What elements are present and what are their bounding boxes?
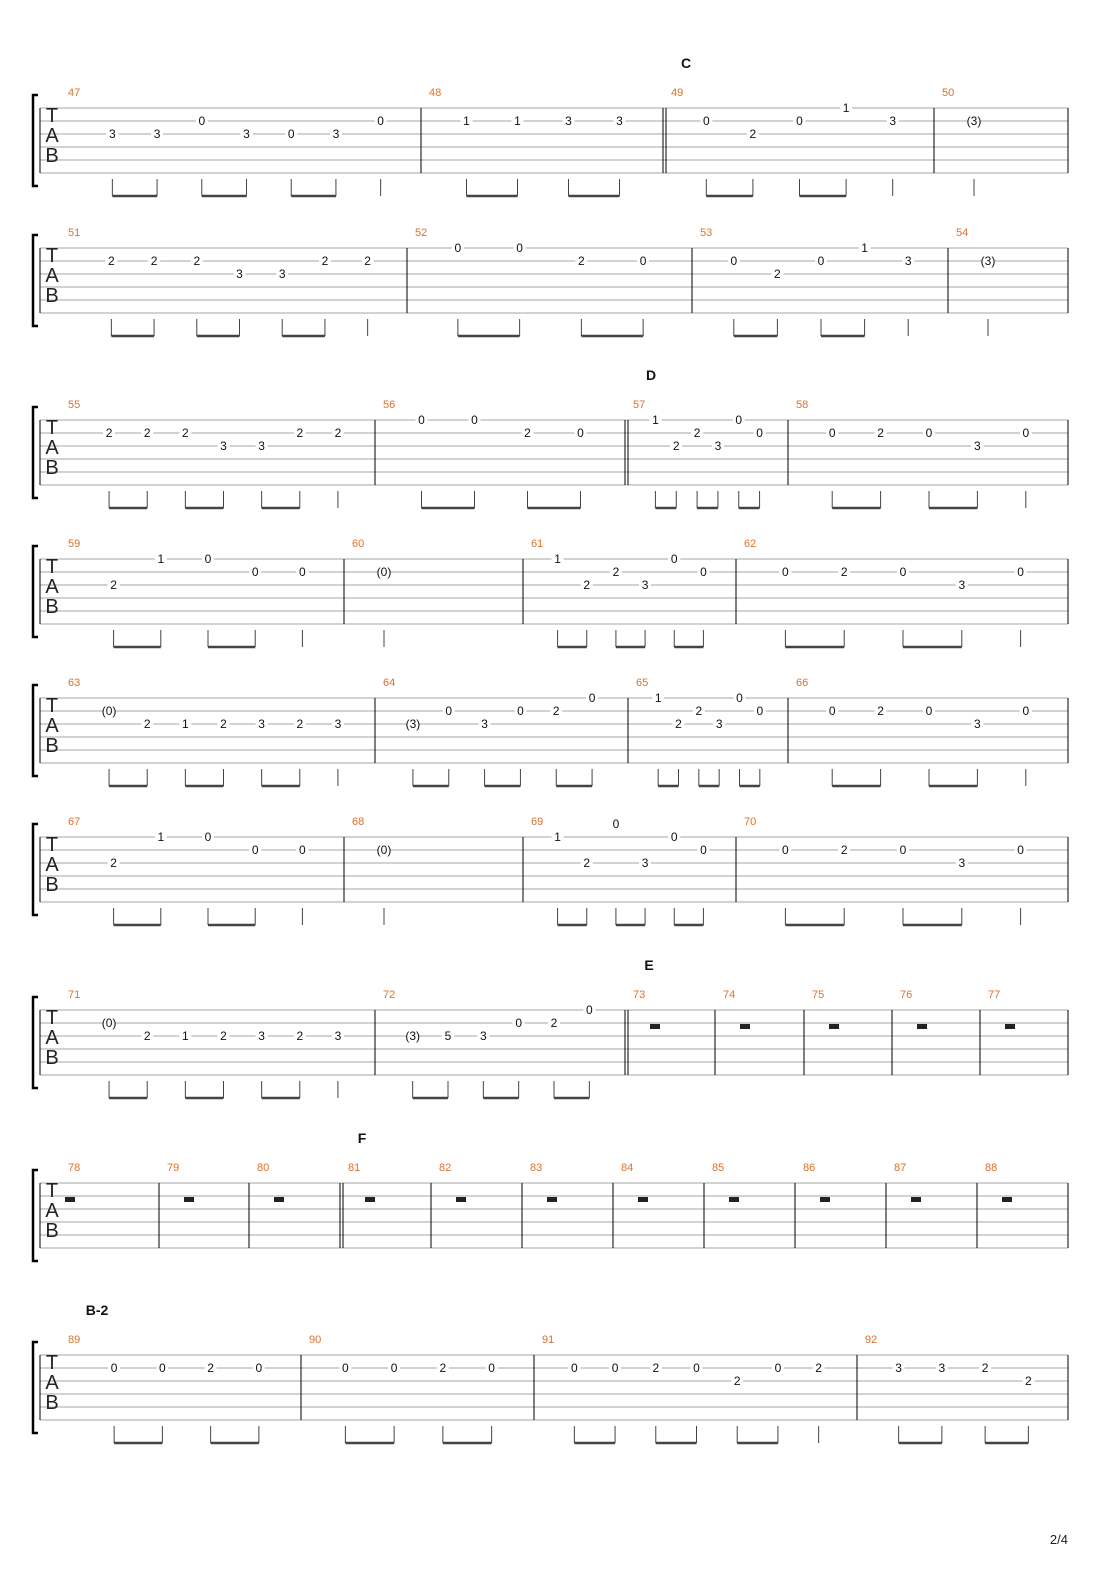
- fret-number: 1: [652, 413, 659, 427]
- tab-clef-letter: T: [45, 1352, 59, 1374]
- tab-clef-letter: A: [45, 1200, 59, 1222]
- system-bracket: [33, 685, 38, 776]
- measure-number: 80: [257, 1162, 270, 1174]
- fret-number: 1: [554, 830, 561, 844]
- section-label: B-2: [85, 1302, 109, 1318]
- fret-number: 0: [517, 704, 524, 718]
- fret-number: 2: [220, 717, 227, 731]
- measure-number: 55: [68, 399, 81, 411]
- fret-number: 2: [193, 254, 201, 268]
- tab-clef-letter: B: [45, 1220, 59, 1242]
- system-bracket: [33, 824, 38, 915]
- measure-number: 91: [542, 1334, 555, 1346]
- measure-number: 82: [439, 1162, 452, 1174]
- fret-number: (3): [980, 254, 996, 268]
- tab-clef-letter: T: [45, 834, 59, 856]
- fret-number: 0: [418, 413, 425, 427]
- fret-number: 0: [736, 691, 743, 705]
- fret-number: 0: [1017, 565, 1024, 579]
- rest: [638, 1197, 648, 1202]
- fret-number: 3: [616, 114, 623, 128]
- fret-number: 0: [782, 565, 789, 579]
- fret-number: 2: [150, 254, 158, 268]
- measure: [383, 399, 587, 508]
- fret-number: 2: [578, 254, 585, 268]
- rest: [820, 1197, 830, 1202]
- measure: [68, 538, 308, 647]
- fret-number: 0: [585, 1003, 593, 1017]
- tab-clef-letter: B: [45, 596, 59, 618]
- tab-clef-letter: B: [45, 1047, 59, 1069]
- tab-clef-letter: T: [45, 556, 59, 578]
- fret-number: 2: [143, 717, 151, 731]
- measure-number: 71: [68, 989, 81, 1001]
- measure: [744, 816, 1027, 925]
- tab-clef-letter: T: [45, 245, 59, 267]
- page-number: 2/4: [1049, 1532, 1068, 1547]
- fret-number: 0: [782, 843, 789, 857]
- fret-number: 3: [641, 856, 649, 870]
- tab-clef-letter: A: [45, 1372, 59, 1394]
- measure-number: 68: [352, 816, 365, 828]
- rest: [740, 1024, 750, 1029]
- measure: [636, 677, 766, 786]
- fret-number: 0: [828, 426, 836, 440]
- fret-number: 2: [439, 1361, 447, 1375]
- rest: [911, 1197, 921, 1202]
- tab-clef-letter: A: [45, 437, 59, 459]
- fret-number: 3: [243, 127, 250, 141]
- fret-number: 2: [675, 717, 682, 731]
- measure: [68, 227, 374, 336]
- fret-number: 0: [471, 413, 478, 427]
- fret-number: 0: [204, 830, 212, 844]
- tab-system: [33, 1130, 1068, 1261]
- fret-number: 0: [390, 1361, 398, 1375]
- fret-number: 2: [108, 254, 115, 268]
- section-label: D: [645, 367, 657, 383]
- fret-number: 2: [652, 1361, 660, 1375]
- fret-number: 3: [895, 1361, 902, 1375]
- measure: [744, 538, 1027, 647]
- fret-number: 2: [815, 1361, 822, 1375]
- fret-number: 3: [258, 439, 265, 453]
- fret-number: 2: [550, 1016, 558, 1030]
- tab-system: [33, 957, 1068, 1098]
- measure-number: 72: [383, 989, 396, 1001]
- system-bracket: [33, 1342, 38, 1433]
- fret-number: 0: [377, 114, 384, 128]
- measure-number: 84: [621, 1162, 634, 1174]
- rest: [829, 1024, 839, 1029]
- measure: [865, 1334, 1034, 1443]
- measure: [68, 677, 344, 786]
- fret-number: (0): [101, 704, 117, 718]
- fret-number: 2: [612, 565, 620, 579]
- measure-number: 59: [68, 538, 81, 550]
- fret-number: 0: [693, 1361, 700, 1375]
- measure-number: 62: [744, 538, 757, 550]
- fret-number: 2: [182, 426, 189, 440]
- fret-number: 3: [258, 1029, 265, 1043]
- fret-number: 3: [938, 1361, 946, 1375]
- fret-number: 2: [143, 1029, 151, 1043]
- rest: [456, 1197, 466, 1202]
- fret-number: 1: [182, 1029, 189, 1043]
- fret-number: 3: [481, 717, 488, 731]
- fret-number: 0: [670, 552, 678, 566]
- fret-number: (3): [405, 717, 421, 731]
- tab-clef-letter: B: [45, 457, 59, 479]
- system-bracket: [33, 235, 38, 326]
- measure: [942, 87, 981, 196]
- measure-number: 48: [429, 87, 442, 99]
- fret-number: 2: [110, 578, 117, 592]
- tab-clef-letter: A: [45, 854, 59, 876]
- fret-number: 3: [974, 717, 981, 731]
- measure: [956, 227, 995, 336]
- fret-number: 3: [109, 127, 116, 141]
- measure-number: 87: [894, 1162, 907, 1174]
- fret-number: 1: [861, 241, 868, 255]
- fret-number: 0: [925, 426, 933, 440]
- measure: [671, 87, 899, 196]
- fret-number: (0): [376, 565, 392, 579]
- fret-number: 3: [258, 717, 265, 731]
- measure: [68, 989, 344, 1098]
- fret-number: 1: [842, 101, 850, 115]
- measure-number: 60: [352, 538, 365, 550]
- measure: [383, 677, 598, 786]
- fret-number: 3: [974, 439, 981, 453]
- measure-number: 73: [633, 989, 646, 1001]
- fret-number: 0: [454, 241, 462, 255]
- tab-clef-letter: T: [45, 105, 59, 127]
- measure: [633, 399, 766, 508]
- fret-number: 0: [299, 565, 306, 579]
- tab-clef-letter: A: [45, 576, 59, 598]
- fret-number: (3): [405, 1029, 421, 1043]
- tab-clef-letter: A: [45, 1027, 59, 1049]
- rest: [729, 1197, 739, 1202]
- measure: [531, 538, 709, 647]
- fret-number: 0: [612, 817, 620, 831]
- fret-number: 2: [693, 426, 701, 440]
- measure-number: 47: [68, 87, 81, 99]
- fret-number: 0: [774, 1361, 782, 1375]
- measure-number: 53: [700, 227, 713, 239]
- fret-number: 3: [958, 856, 966, 870]
- fret-number: 1: [654, 691, 662, 705]
- fret-number: 3: [334, 1029, 342, 1043]
- fret-number: 0: [515, 1016, 523, 1030]
- section-label: F: [357, 1130, 367, 1146]
- fret-number: 3: [565, 114, 572, 128]
- measure-number: 83: [530, 1162, 543, 1174]
- fret-number: 3: [332, 127, 340, 141]
- system-bracket: [33, 407, 38, 498]
- fret-number: 2: [672, 439, 680, 453]
- fret-number: 2: [334, 426, 342, 440]
- measure: [68, 1334, 265, 1443]
- measure-number: 66: [796, 677, 809, 689]
- measure: [309, 1334, 498, 1443]
- rest: [1005, 1024, 1015, 1029]
- fret-number: 0: [251, 565, 259, 579]
- fret-number: 1: [157, 830, 165, 844]
- measure: [68, 399, 344, 508]
- fret-number: 0: [342, 1361, 349, 1375]
- fret-number: 2: [207, 1361, 214, 1375]
- fret-number: 0: [1022, 426, 1030, 440]
- fret-number: 0: [828, 704, 836, 718]
- fret-number: 0: [702, 114, 710, 128]
- fret-number: 0: [756, 704, 764, 718]
- tab-system: [33, 55, 1068, 196]
- rest: [650, 1024, 660, 1029]
- measure-number: 74: [723, 989, 736, 1001]
- measure-number: 86: [803, 1162, 816, 1174]
- fret-number: 2: [877, 426, 884, 440]
- rest: [65, 1197, 75, 1202]
- fret-number: 1: [463, 114, 470, 128]
- fret-number: 5: [444, 1029, 452, 1043]
- measure-number: 85: [712, 1162, 725, 1174]
- fret-number: 0: [110, 1361, 118, 1375]
- section-label: E: [644, 957, 654, 973]
- fret-number: 0: [1022, 704, 1030, 718]
- fret-number: 0: [588, 691, 596, 705]
- fret-number: 2: [143, 426, 151, 440]
- fret-number: 0: [925, 704, 933, 718]
- tab-clef-letter: B: [45, 1392, 59, 1414]
- fret-number: 0: [735, 413, 743, 427]
- fret-number: 2: [296, 717, 304, 731]
- measure-number: 70: [744, 816, 757, 828]
- tab-clef-letter: A: [45, 125, 59, 147]
- fret-number: 3: [958, 578, 966, 592]
- fret-number: 2: [749, 127, 757, 141]
- measure: [352, 816, 391, 925]
- fret-number: 3: [889, 114, 897, 128]
- fret-number: 1: [514, 114, 521, 128]
- measure-number: 63: [68, 677, 81, 689]
- fret-number: 2: [840, 565, 848, 579]
- measure: [352, 538, 391, 647]
- measure-number: 52: [415, 227, 428, 239]
- measure-number: 64: [383, 677, 396, 689]
- fret-number: 2: [695, 704, 703, 718]
- fret-number: 0: [571, 1361, 578, 1375]
- fret-number: 2: [583, 856, 591, 870]
- measure-number: 65: [636, 677, 649, 689]
- fret-number: 2: [877, 704, 884, 718]
- measure-number: 76: [900, 989, 913, 1001]
- measure-number: 92: [865, 1334, 878, 1346]
- tab-clef-letter: T: [45, 417, 59, 439]
- fret-number: 3: [715, 717, 723, 731]
- fret-number: 2: [840, 843, 848, 857]
- fret-number: 2: [733, 1374, 741, 1388]
- fret-number: 2: [110, 856, 117, 870]
- tab-system: [33, 1302, 1068, 1443]
- fret-number: 0: [287, 127, 295, 141]
- rest: [184, 1197, 194, 1202]
- measure: [796, 399, 1032, 508]
- fret-number: 2: [552, 704, 560, 718]
- fret-number: 3: [236, 267, 243, 281]
- tab-clef-letter: T: [45, 695, 59, 717]
- tab-clef-letter: T: [45, 1180, 59, 1202]
- fret-number: 0: [817, 254, 825, 268]
- measure: [542, 1334, 825, 1443]
- fret-number: 1: [554, 552, 561, 566]
- fret-number: 2: [1025, 1374, 1032, 1388]
- rest: [1002, 1197, 1012, 1202]
- fret-number: 3: [479, 1029, 487, 1043]
- measure: [700, 227, 914, 336]
- fret-number: 3: [334, 717, 342, 731]
- tab-system: [33, 538, 1068, 647]
- rest: [547, 1197, 557, 1202]
- fret-number: 2: [774, 267, 781, 281]
- tab-clef-letter: B: [45, 145, 59, 167]
- tab-system: [33, 816, 1068, 925]
- system-bracket: [33, 997, 38, 1088]
- fret-number: 2: [321, 254, 329, 268]
- fret-number: 0: [251, 843, 259, 857]
- rest: [917, 1024, 927, 1029]
- fret-number: 0: [198, 114, 206, 128]
- fret-number: 0: [796, 114, 803, 128]
- system-bracket: [33, 95, 38, 186]
- fret-number: 0: [577, 426, 584, 440]
- fret-number: 0: [255, 1361, 263, 1375]
- measure-number: 79: [167, 1162, 180, 1174]
- measure-number: 50: [942, 87, 955, 99]
- fret-number: 0: [1017, 843, 1024, 857]
- rest: [274, 1197, 284, 1202]
- tab-clef-letter: B: [45, 735, 59, 757]
- fret-number: 2: [105, 426, 113, 440]
- fret-number: 0: [756, 426, 763, 440]
- measure: [68, 87, 387, 196]
- fret-number: 2: [524, 426, 531, 440]
- measure-number: 56: [383, 399, 396, 411]
- fret-number: 0: [700, 565, 707, 579]
- fret-number: 3: [220, 439, 227, 453]
- fret-number: 0: [204, 552, 212, 566]
- tab-system: [33, 677, 1068, 786]
- measure-number: 51: [68, 227, 81, 239]
- measure-number: 89: [68, 1334, 81, 1346]
- section-label: C: [680, 55, 692, 71]
- tab-system: [33, 227, 1068, 336]
- fret-number: 0: [730, 254, 738, 268]
- measure-number: 75: [812, 989, 825, 1001]
- fret-number: 0: [159, 1361, 166, 1375]
- fret-number: 2: [296, 426, 304, 440]
- measure: [415, 227, 649, 336]
- fret-number: 3: [278, 267, 286, 281]
- fret-number: 2: [364, 254, 371, 268]
- measure-number: 58: [796, 399, 809, 411]
- tab-clef-letter: A: [45, 265, 59, 287]
- fret-number: 0: [670, 830, 678, 844]
- measure-number: 57: [633, 399, 646, 411]
- measure: [796, 677, 1032, 786]
- fret-number: 1: [182, 717, 189, 731]
- fret-number: 3: [153, 127, 161, 141]
- fret-number: 0: [899, 565, 907, 579]
- fret-number: (0): [101, 1016, 117, 1030]
- fret-number: 2: [296, 1029, 304, 1043]
- tab-clef-letter: B: [45, 874, 59, 896]
- measure: [531, 816, 709, 925]
- tab-clef-letter: B: [45, 285, 59, 307]
- system-bracket: [33, 546, 38, 637]
- fret-number: 0: [299, 843, 306, 857]
- fret-number: 2: [583, 578, 591, 592]
- fret-number: 0: [445, 704, 453, 718]
- fret-number: 3: [714, 439, 722, 453]
- system-bracket: [33, 1170, 38, 1261]
- fret-number: 1: [157, 552, 165, 566]
- fret-number: 0: [700, 843, 707, 857]
- measure-number: 77: [988, 989, 1001, 1001]
- measure-number: 78: [68, 1162, 81, 1174]
- rest: [365, 1197, 375, 1202]
- measure-number: 61: [531, 538, 544, 550]
- fret-number: 0: [516, 241, 523, 255]
- measure: [429, 87, 626, 196]
- fret-number: 0: [488, 1361, 495, 1375]
- fret-number: (0): [376, 843, 392, 857]
- measure-number: 69: [531, 816, 544, 828]
- fret-number: 0: [639, 254, 647, 268]
- tab-clef-letter: A: [45, 715, 59, 737]
- measure-number: 49: [671, 87, 684, 99]
- fret-number: 2: [220, 1029, 227, 1043]
- fret-number: 0: [899, 843, 907, 857]
- fret-number: 0: [611, 1361, 619, 1375]
- fret-number: 3: [641, 578, 649, 592]
- measure-number: 54: [956, 227, 969, 239]
- fret-number: 2: [981, 1361, 989, 1375]
- tab-system: [33, 367, 1068, 508]
- measure-number: 67: [68, 816, 81, 828]
- measure: [383, 989, 595, 1098]
- fret-number: (3): [966, 114, 982, 128]
- fret-number: 3: [904, 254, 912, 268]
- tab-clef-letter: T: [45, 1007, 59, 1029]
- measure-number: 81: [348, 1162, 361, 1174]
- measure: [68, 816, 308, 925]
- measure-number: 88: [985, 1162, 998, 1174]
- measure-number: 90: [309, 1334, 322, 1346]
